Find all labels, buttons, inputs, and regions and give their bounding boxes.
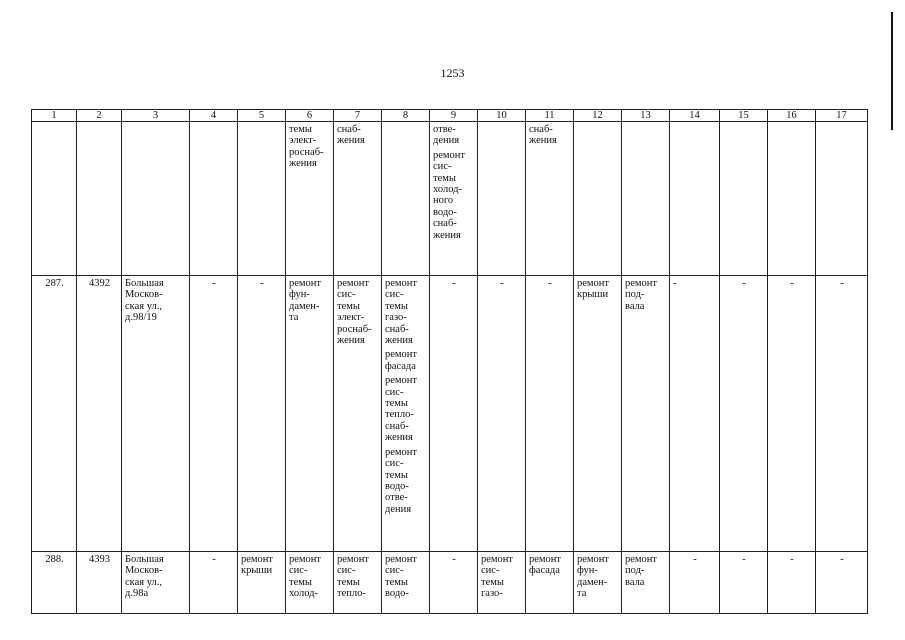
- table-row: [32, 276, 868, 552]
- cell-c3: [122, 122, 190, 276]
- column-number-17: 17: [816, 110, 868, 122]
- cell-c14-dash: -: [670, 276, 720, 552]
- work-item: ремонт сис- темы элект- роснаб- жения: [337, 278, 372, 347]
- column-number-4: 4: [190, 110, 238, 122]
- work-item: ремонт сис- темы водо-: [385, 554, 418, 600]
- work-item: ремонт сис- темы газо-: [481, 554, 514, 600]
- column-number-15: 15: [720, 110, 768, 122]
- column-number-7: 7: [334, 110, 382, 122]
- work-item: темы элект- роснаб- жения: [289, 124, 324, 170]
- repair-schedule-table: [31, 109, 868, 614]
- work-item: ремонт фун- дамен- та: [577, 554, 610, 600]
- cell-c14-dash: -: [670, 552, 720, 614]
- cell-c15: [720, 122, 768, 276]
- cell-c16: [768, 122, 816, 276]
- work-item: ремонт под- вала: [625, 554, 658, 588]
- column-number-8: 8: [382, 110, 430, 122]
- work-item: ремонт сис- темы водо- отве- дения: [385, 446, 418, 515]
- page-number: 1253: [440, 66, 465, 80]
- cell-c8: [382, 552, 430, 614]
- column-number-16: 16: [768, 110, 816, 122]
- cell-c11-dash: -: [526, 276, 574, 552]
- work-item: ремонт фасада: [385, 349, 418, 372]
- cell-c6: [286, 552, 334, 614]
- cell-c17-dash: -: [816, 276, 868, 552]
- cell-c11: [526, 552, 574, 614]
- cell-c4: [190, 122, 238, 276]
- building-address: Большая Москов- ская ул., д.98а: [122, 552, 190, 614]
- cell-c10: [478, 552, 526, 614]
- cell-c9-dash: -: [430, 276, 478, 552]
- table-row: [32, 552, 868, 614]
- work-item: отве- дения: [433, 124, 460, 147]
- column-number-11: 11: [526, 110, 574, 122]
- building-address: Большая Москов- ская ул., д.98/19: [122, 276, 190, 552]
- column-number-2: 2: [77, 110, 122, 122]
- table-row-continuation: [32, 122, 868, 276]
- building-code: 4393: [77, 552, 122, 614]
- cell-c8: [382, 122, 430, 276]
- work-item: ремонт фасада: [529, 554, 562, 577]
- work-item: ремонт сис- темы газо- снаб- жения: [385, 278, 418, 347]
- cell-c17-dash: -: [816, 552, 868, 614]
- column-number-6: 6: [286, 110, 334, 122]
- cell-c1: [32, 122, 77, 276]
- work-item: ремонт крыши: [577, 278, 610, 301]
- cell-c5-dash: -: [238, 276, 286, 552]
- column-number-3: 3: [122, 110, 190, 122]
- cell-c6: [286, 276, 334, 552]
- column-number-13: 13: [622, 110, 670, 122]
- cell-c5: [238, 122, 286, 276]
- cell-c13: [622, 552, 670, 614]
- cell-c6: [286, 122, 334, 276]
- cell-c13: [622, 276, 670, 552]
- cell-c16-dash: -: [768, 276, 816, 552]
- cell-c7: [334, 276, 382, 552]
- cell-c8: [382, 276, 430, 552]
- cell-c15-dash: -: [720, 552, 768, 614]
- column-number-12: 12: [574, 110, 622, 122]
- work-item: снаб- жения: [529, 124, 557, 147]
- column-number-row: [32, 110, 868, 122]
- work-item: ремонт под- вала: [625, 278, 658, 312]
- work-item: ремонт сис- темы холод-: [289, 554, 322, 600]
- cell-c4-dash: -: [190, 276, 238, 552]
- work-item: ремонт сис- темы холод- ного водо- снаб- жения: [433, 149, 466, 241]
- cell-c5: [238, 552, 286, 614]
- cell-c9: [430, 122, 478, 276]
- cell-c7: [334, 122, 382, 276]
- work-item: снаб- жения: [337, 124, 365, 147]
- row-number: 287.: [32, 276, 77, 552]
- work-item: ремонт сис- темы тепло-: [337, 554, 370, 600]
- cell-c14: [670, 122, 720, 276]
- work-item: ремонт сис- темы тепло- снаб- жения: [385, 375, 418, 444]
- cell-c12: [574, 552, 622, 614]
- cell-c12: [574, 276, 622, 552]
- cell-c16-dash: -: [768, 552, 816, 614]
- cell-c4-dash: -: [190, 552, 238, 614]
- work-item: ремонт фун- дамен- та: [289, 278, 322, 324]
- column-number-5: 5: [238, 110, 286, 122]
- column-number-10: 10: [478, 110, 526, 122]
- cell-c2: [77, 122, 122, 276]
- column-number-1: 1: [32, 110, 77, 122]
- building-code: 4392: [77, 276, 122, 552]
- cell-c7: [334, 552, 382, 614]
- cell-c13: [622, 122, 670, 276]
- cell-c9-dash: -: [430, 552, 478, 614]
- column-number-14: 14: [670, 110, 720, 122]
- cell-c15-dash: -: [720, 276, 768, 552]
- cell-c12: [574, 122, 622, 276]
- cell-c10: [478, 122, 526, 276]
- row-number: 288.: [32, 552, 77, 614]
- cell-c11: [526, 122, 574, 276]
- column-number-9: 9: [430, 110, 478, 122]
- cell-c10-dash: -: [478, 276, 526, 552]
- work-item: ремонт крыши: [241, 554, 274, 577]
- cell-c17: [816, 122, 868, 276]
